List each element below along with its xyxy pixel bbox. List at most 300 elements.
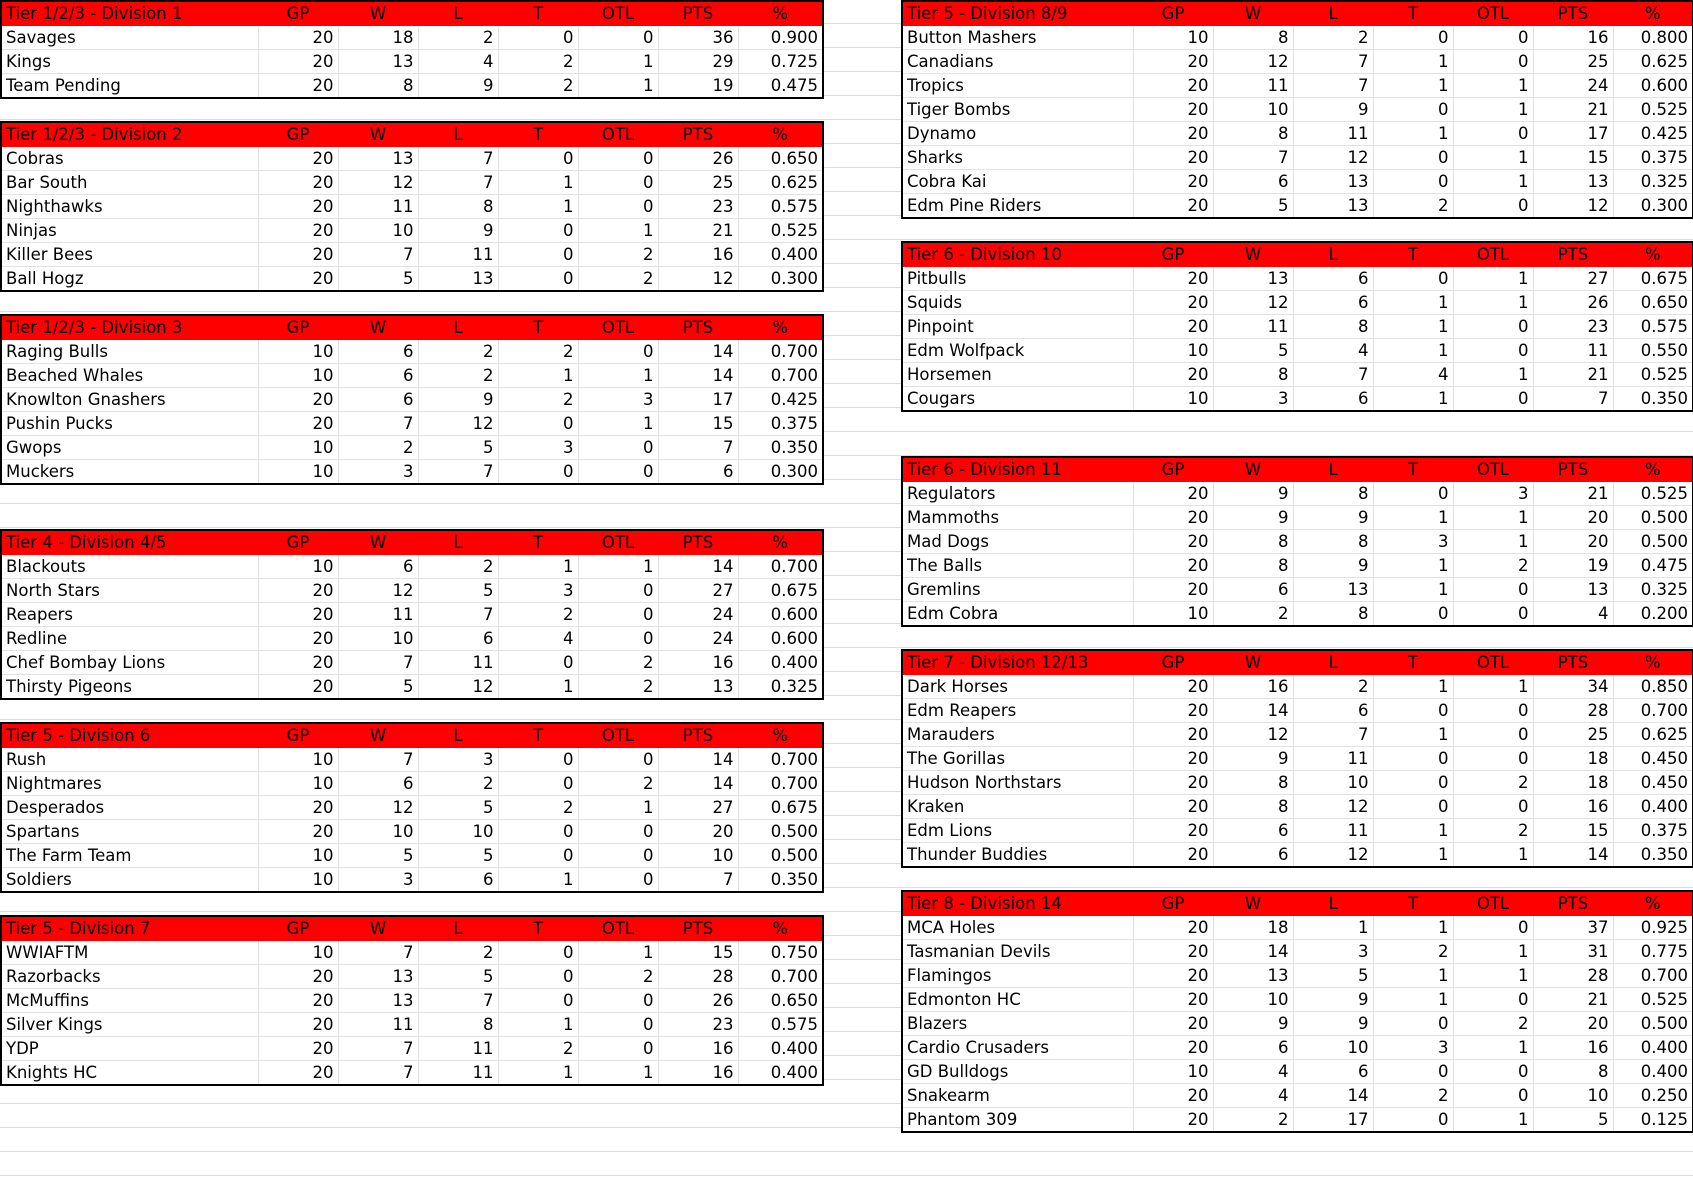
table-row bbox=[902, 530, 1693, 554]
column-header-pts: PTS bbox=[658, 1, 738, 26]
table-row bbox=[1, 989, 823, 1013]
stat-cell: 20 bbox=[258, 1013, 338, 1037]
stat-cell: 9 bbox=[1293, 506, 1373, 530]
stat-cell: 1 bbox=[578, 412, 658, 436]
stat-cell: 3 bbox=[418, 748, 498, 772]
column-header-otl: OTL bbox=[1453, 1, 1533, 26]
stat-cell: 2 bbox=[1453, 771, 1533, 795]
stat-cell: 6 bbox=[1213, 819, 1293, 843]
stat-cell: 10 bbox=[258, 340, 338, 364]
stat-cell: 13 bbox=[338, 50, 418, 74]
stat-cell: 9 bbox=[418, 219, 498, 243]
stat-cell: 9 bbox=[418, 74, 498, 99]
stat-cell: 2 bbox=[1453, 554, 1533, 578]
team-name: Edm Lions bbox=[902, 819, 1133, 843]
stat-cell: 6 bbox=[1293, 387, 1373, 412]
stat-cell: 0.500 bbox=[1613, 530, 1693, 554]
stat-cell: 14 bbox=[658, 772, 738, 796]
spacer-row bbox=[0, 700, 822, 722]
stat-cell: 6 bbox=[1213, 170, 1293, 194]
stat-cell: 7 bbox=[338, 243, 418, 267]
stat-cell: 8 bbox=[1213, 530, 1293, 554]
stat-cell: 20 bbox=[258, 820, 338, 844]
stat-cell: 20 bbox=[1133, 74, 1213, 98]
team-name: Edm Cobra bbox=[902, 602, 1133, 627]
table-row bbox=[902, 291, 1693, 315]
table-row bbox=[902, 602, 1693, 627]
stat-cell: 10 bbox=[258, 868, 338, 893]
stat-cell: 0 bbox=[1453, 50, 1533, 74]
stat-cell: 20 bbox=[258, 219, 338, 243]
stat-cell: 0.700 bbox=[738, 965, 823, 989]
stat-cell: 0.425 bbox=[738, 388, 823, 412]
stat-cell: 2 bbox=[418, 364, 498, 388]
stat-cell: 9 bbox=[1293, 554, 1373, 578]
stat-cell: 0.525 bbox=[1613, 363, 1693, 387]
stat-cell: 0.625 bbox=[738, 171, 823, 195]
stat-cell: 0.600 bbox=[738, 627, 823, 651]
stat-cell: 1 bbox=[498, 868, 578, 893]
table-row bbox=[1, 941, 823, 965]
stat-cell: 11 bbox=[1533, 339, 1613, 363]
stat-cell: 0 bbox=[578, 989, 658, 1013]
stat-cell: 20 bbox=[1133, 795, 1213, 819]
column-header-t: T bbox=[498, 530, 578, 555]
team-name: Edmonton HC bbox=[902, 988, 1133, 1012]
stat-cell: 0.600 bbox=[1613, 74, 1693, 98]
spacer-row bbox=[0, 893, 822, 915]
stat-cell: 1 bbox=[1373, 988, 1453, 1012]
stat-cell: 20 bbox=[1133, 506, 1213, 530]
stat-cell: 1 bbox=[578, 941, 658, 965]
stat-cell: 10 bbox=[1133, 26, 1213, 50]
column-header-gp: GP bbox=[258, 723, 338, 748]
team-name: Bar South bbox=[1, 171, 258, 195]
stat-cell: 10 bbox=[258, 460, 338, 485]
stat-cell: 5 bbox=[1213, 339, 1293, 363]
stat-cell: 11 bbox=[418, 651, 498, 675]
stat-cell: 2 bbox=[1453, 819, 1533, 843]
stat-cell: 11 bbox=[338, 603, 418, 627]
stat-cell: 0 bbox=[1453, 988, 1533, 1012]
stat-cell: 1 bbox=[1373, 554, 1453, 578]
stat-cell: 20 bbox=[1133, 194, 1213, 219]
stat-cell: 11 bbox=[1293, 747, 1373, 771]
stat-cell: 20 bbox=[1133, 315, 1213, 339]
stat-cell: 10 bbox=[658, 844, 738, 868]
stat-cell: 0.675 bbox=[1613, 267, 1693, 291]
stat-cell: 15 bbox=[1533, 819, 1613, 843]
stat-cell: 10 bbox=[1213, 98, 1293, 122]
spacer-row bbox=[0, 292, 822, 314]
stat-cell: 23 bbox=[658, 195, 738, 219]
stat-cell: 10 bbox=[258, 436, 338, 460]
team-name: Blazers bbox=[902, 1012, 1133, 1036]
stat-cell: 13 bbox=[1213, 964, 1293, 988]
team-name: The Farm Team bbox=[1, 844, 258, 868]
stat-cell: 0 bbox=[578, 171, 658, 195]
stat-cell: 0.700 bbox=[1613, 964, 1693, 988]
table-row bbox=[1, 603, 823, 627]
stat-cell: 13 bbox=[1533, 170, 1613, 194]
stat-cell: 2 bbox=[498, 603, 578, 627]
column-header-pts: PTS bbox=[658, 122, 738, 147]
team-name: Nighthawks bbox=[1, 195, 258, 219]
division-title: Tier 1/2/3 - Division 3 bbox=[1, 315, 258, 340]
stat-cell: 12 bbox=[418, 412, 498, 436]
stat-cell: 25 bbox=[658, 171, 738, 195]
division-header bbox=[1, 723, 823, 748]
stat-cell: 0.125 bbox=[1613, 1108, 1693, 1133]
column-header-w: W bbox=[338, 723, 418, 748]
stat-cell: 8 bbox=[1533, 1060, 1613, 1084]
stat-cell: 2 bbox=[498, 388, 578, 412]
stat-cell: 16 bbox=[658, 1037, 738, 1061]
stat-cell: 7 bbox=[1293, 74, 1373, 98]
team-name: Rush bbox=[1, 748, 258, 772]
table-row bbox=[1, 820, 823, 844]
stat-cell: 6 bbox=[418, 868, 498, 893]
stat-cell: 0.775 bbox=[1613, 940, 1693, 964]
stat-cell: 21 bbox=[1533, 482, 1613, 506]
stat-cell: 0 bbox=[1453, 699, 1533, 723]
stat-cell: 0 bbox=[1453, 795, 1533, 819]
spacer-row bbox=[901, 412, 1692, 434]
division-header bbox=[1, 916, 823, 941]
stat-cell: 0 bbox=[498, 965, 578, 989]
table-row bbox=[902, 964, 1693, 988]
stat-cell: 34 bbox=[1533, 675, 1613, 699]
stat-cell: 16 bbox=[658, 651, 738, 675]
stat-cell: 0.200 bbox=[1613, 602, 1693, 627]
team-name: Knights HC bbox=[1, 1061, 258, 1086]
team-name: Ninjas bbox=[1, 219, 258, 243]
stat-cell: 3 bbox=[1373, 530, 1453, 554]
stat-cell: 4 bbox=[1373, 363, 1453, 387]
stat-cell: 0.525 bbox=[738, 219, 823, 243]
stat-cell: 7 bbox=[658, 436, 738, 460]
table-row bbox=[902, 988, 1693, 1012]
column-header-w: W bbox=[338, 122, 418, 147]
team-name: Pushin Pucks bbox=[1, 412, 258, 436]
stat-cell: 15 bbox=[658, 412, 738, 436]
stat-cell: 13 bbox=[1533, 578, 1613, 602]
team-name: Pinpoint bbox=[902, 315, 1133, 339]
stat-cell: 20 bbox=[1533, 530, 1613, 554]
column-header-l: L bbox=[1293, 650, 1373, 675]
stat-cell: 0 bbox=[578, 627, 658, 651]
column-header-pct: % bbox=[1613, 457, 1693, 482]
stat-cell: 20 bbox=[258, 195, 338, 219]
team-name: Nightmares bbox=[1, 772, 258, 796]
table-row bbox=[902, 747, 1693, 771]
stat-cell: 0.575 bbox=[738, 1013, 823, 1037]
stat-cell: 20 bbox=[1133, 122, 1213, 146]
stat-cell: 0.400 bbox=[738, 651, 823, 675]
team-name: Razorbacks bbox=[1, 965, 258, 989]
stat-cell: 0.700 bbox=[738, 340, 823, 364]
stat-cell: 18 bbox=[1533, 771, 1613, 795]
stat-cell: 2 bbox=[1453, 1012, 1533, 1036]
stat-cell: 20 bbox=[658, 820, 738, 844]
stat-cell: 1 bbox=[1453, 170, 1533, 194]
column-header-w: W bbox=[1213, 891, 1293, 916]
column-header-pct: % bbox=[1613, 1, 1693, 26]
stat-cell: 20 bbox=[1133, 675, 1213, 699]
stat-cell: 24 bbox=[658, 603, 738, 627]
team-name: Cardio Crusaders bbox=[902, 1036, 1133, 1060]
stat-cell: 8 bbox=[1213, 554, 1293, 578]
team-name: Cobras bbox=[1, 147, 258, 171]
standings-table-tier-8-division-14 bbox=[901, 890, 1693, 1133]
stat-cell: 1 bbox=[1453, 940, 1533, 964]
stat-cell: 5 bbox=[1533, 1108, 1613, 1133]
stat-cell: 1 bbox=[1373, 819, 1453, 843]
stat-cell: 7 bbox=[1293, 50, 1373, 74]
stat-cell: 0.575 bbox=[738, 195, 823, 219]
division-header bbox=[902, 457, 1693, 482]
team-name: Gwops bbox=[1, 436, 258, 460]
stat-cell: 0.300 bbox=[738, 267, 823, 292]
stat-cell: 7 bbox=[418, 171, 498, 195]
stat-cell: 14 bbox=[1213, 699, 1293, 723]
stat-cell: 20 bbox=[258, 388, 338, 412]
division-header bbox=[902, 1, 1693, 26]
stat-cell: 0 bbox=[498, 820, 578, 844]
column-header-gp: GP bbox=[1133, 1, 1213, 26]
column-header-t: T bbox=[1373, 457, 1453, 482]
team-name: McMuffins bbox=[1, 989, 258, 1013]
column-header-otl: OTL bbox=[1453, 242, 1533, 267]
division-header bbox=[1, 315, 823, 340]
column-header-l: L bbox=[1293, 242, 1373, 267]
stat-cell: 7 bbox=[338, 1037, 418, 1061]
stat-cell: 0.450 bbox=[1613, 771, 1693, 795]
stat-cell: 7 bbox=[338, 748, 418, 772]
stat-cell: 0.350 bbox=[738, 436, 823, 460]
stat-cell: 0 bbox=[578, 1037, 658, 1061]
table-row bbox=[1, 340, 823, 364]
column-header-t: T bbox=[1373, 1, 1453, 26]
stat-cell: 5 bbox=[338, 675, 418, 700]
stat-cell: 0.850 bbox=[1613, 675, 1693, 699]
column-header-gp: GP bbox=[1133, 891, 1213, 916]
table-row bbox=[902, 387, 1693, 412]
team-name: Spartans bbox=[1, 820, 258, 844]
stat-cell: 11 bbox=[418, 1037, 498, 1061]
table-row bbox=[902, 940, 1693, 964]
stat-cell: 1 bbox=[498, 1061, 578, 1086]
stat-cell: 0.300 bbox=[1613, 194, 1693, 219]
stat-cell: 3 bbox=[498, 579, 578, 603]
stat-cell: 13 bbox=[1293, 194, 1373, 219]
table-row bbox=[1, 243, 823, 267]
team-name: Kraken bbox=[902, 795, 1133, 819]
stat-cell: 1 bbox=[578, 74, 658, 99]
stat-cell: 10 bbox=[418, 820, 498, 844]
team-name: Killer Bees bbox=[1, 243, 258, 267]
stat-cell: 20 bbox=[258, 1037, 338, 1061]
stat-cell: 20 bbox=[1133, 771, 1213, 795]
stat-cell: 0.700 bbox=[738, 772, 823, 796]
stat-cell: 5 bbox=[338, 267, 418, 292]
stat-cell: 6 bbox=[1293, 291, 1373, 315]
table-row bbox=[1, 26, 823, 50]
stat-cell: 0 bbox=[1373, 98, 1453, 122]
stat-cell: 9 bbox=[1213, 506, 1293, 530]
table-row bbox=[1, 195, 823, 219]
stat-cell: 1 bbox=[1453, 843, 1533, 868]
stat-cell: 5 bbox=[418, 579, 498, 603]
stat-cell: 0.500 bbox=[738, 844, 823, 868]
table-row bbox=[902, 675, 1693, 699]
stat-cell: 0 bbox=[1373, 699, 1453, 723]
team-name: Reapers bbox=[1, 603, 258, 627]
stat-cell: 10 bbox=[1133, 387, 1213, 412]
stat-cell: 2 bbox=[498, 796, 578, 820]
column-header-l: L bbox=[418, 122, 498, 147]
stat-cell: 0.650 bbox=[1613, 291, 1693, 315]
stat-cell: 8 bbox=[1213, 26, 1293, 50]
team-name: Team Pending bbox=[1, 74, 258, 99]
stat-cell: 16 bbox=[1533, 1036, 1613, 1060]
stat-cell: 1 bbox=[578, 1061, 658, 1086]
column-header-pct: % bbox=[738, 530, 823, 555]
stat-cell: 10 bbox=[258, 941, 338, 965]
column-header-w: W bbox=[1213, 242, 1293, 267]
stat-cell: 20 bbox=[1133, 146, 1213, 170]
column-header-otl: OTL bbox=[1453, 891, 1533, 916]
stat-cell: 10 bbox=[1133, 1060, 1213, 1084]
stat-cell: 0 bbox=[578, 844, 658, 868]
left-column bbox=[0, 0, 822, 1086]
stat-cell: 2 bbox=[1373, 194, 1453, 219]
stat-cell: 20 bbox=[258, 147, 338, 171]
stat-cell: 7 bbox=[338, 941, 418, 965]
division-title: Tier 5 - Division 7 bbox=[1, 916, 258, 941]
team-name: Mammoths bbox=[902, 506, 1133, 530]
stat-cell: 26 bbox=[658, 147, 738, 171]
stat-cell: 1 bbox=[1373, 50, 1453, 74]
stat-cell: 0 bbox=[1453, 602, 1533, 627]
stat-cell: 0 bbox=[1453, 578, 1533, 602]
team-name: North Stars bbox=[1, 579, 258, 603]
standings-table-tier-6-division-10 bbox=[901, 241, 1693, 412]
stat-cell: 2 bbox=[1213, 602, 1293, 627]
right-column bbox=[901, 0, 1692, 1133]
column-header-otl: OTL bbox=[578, 1, 658, 26]
stat-cell: 0 bbox=[1453, 194, 1533, 219]
stat-cell: 14 bbox=[1213, 940, 1293, 964]
stat-cell: 0.400 bbox=[738, 1061, 823, 1086]
column-header-gp: GP bbox=[1133, 242, 1213, 267]
stat-cell: 0 bbox=[1373, 26, 1453, 50]
stat-cell: 17 bbox=[658, 388, 738, 412]
stat-cell: 20 bbox=[1533, 1012, 1613, 1036]
stat-cell: 5 bbox=[418, 796, 498, 820]
table-row bbox=[1, 965, 823, 989]
stat-cell: 8 bbox=[1213, 122, 1293, 146]
stat-cell: 4 bbox=[1293, 339, 1373, 363]
stat-cell: 0.700 bbox=[738, 555, 823, 579]
stat-cell: 26 bbox=[658, 989, 738, 1013]
column-header-w: W bbox=[1213, 457, 1293, 482]
spacer-row bbox=[0, 485, 822, 507]
stat-cell: 4 bbox=[1213, 1084, 1293, 1108]
column-header-gp: GP bbox=[258, 530, 338, 555]
column-header-pct: % bbox=[738, 315, 823, 340]
standings-table-tier-5-division-8-9 bbox=[901, 0, 1693, 219]
stat-cell: 1 bbox=[1453, 530, 1533, 554]
stat-cell: 1 bbox=[578, 50, 658, 74]
stat-cell: 1 bbox=[498, 555, 578, 579]
stat-cell: 10 bbox=[1133, 602, 1213, 627]
stat-cell: 31 bbox=[1533, 940, 1613, 964]
column-header-pts: PTS bbox=[658, 916, 738, 941]
stat-cell: 1 bbox=[1453, 74, 1533, 98]
stat-cell: 20 bbox=[1133, 363, 1213, 387]
stat-cell: 9 bbox=[1213, 482, 1293, 506]
stat-cell: 5 bbox=[338, 844, 418, 868]
stat-cell: 9 bbox=[1213, 747, 1293, 771]
stat-cell: 11 bbox=[418, 1061, 498, 1086]
stat-cell: 1 bbox=[1453, 267, 1533, 291]
stat-cell: 2 bbox=[498, 74, 578, 99]
stat-cell: 0.350 bbox=[738, 868, 823, 893]
stat-cell: 0 bbox=[1453, 315, 1533, 339]
stat-cell: 10 bbox=[258, 772, 338, 796]
stat-cell: 0.700 bbox=[738, 364, 823, 388]
stat-cell: 11 bbox=[338, 195, 418, 219]
team-name: Pitbulls bbox=[902, 267, 1133, 291]
stat-cell: 0 bbox=[498, 26, 578, 50]
stat-cell: 0.300 bbox=[738, 460, 823, 485]
stat-cell: 12 bbox=[1293, 795, 1373, 819]
stat-cell: 15 bbox=[658, 941, 738, 965]
stat-cell: 0.525 bbox=[1613, 482, 1693, 506]
stat-cell: 0.475 bbox=[738, 74, 823, 99]
table-row bbox=[1, 651, 823, 675]
column-header-pts: PTS bbox=[1533, 891, 1613, 916]
stat-cell: 12 bbox=[1213, 291, 1293, 315]
team-name: Phantom 309 bbox=[902, 1108, 1133, 1133]
stat-cell: 14 bbox=[658, 748, 738, 772]
division-title: Tier 5 - Division 8/9 bbox=[902, 1, 1133, 26]
team-name: Tasmanian Devils bbox=[902, 940, 1133, 964]
stat-cell: 12 bbox=[418, 675, 498, 700]
column-header-l: L bbox=[1293, 891, 1373, 916]
stat-cell: 21 bbox=[1533, 363, 1613, 387]
stat-cell: 1 bbox=[1453, 1036, 1533, 1060]
stat-cell: 14 bbox=[1533, 843, 1613, 868]
stat-cell: 13 bbox=[1293, 578, 1373, 602]
stat-cell: 0 bbox=[1373, 482, 1453, 506]
stat-cell: 0 bbox=[578, 147, 658, 171]
stat-cell: 20 bbox=[1133, 940, 1213, 964]
stat-cell: 0.350 bbox=[1613, 387, 1693, 412]
stat-cell: 20 bbox=[1133, 843, 1213, 868]
table-row bbox=[902, 267, 1693, 291]
stat-cell: 5 bbox=[1293, 964, 1373, 988]
table-row bbox=[1, 579, 823, 603]
stat-cell: 6 bbox=[1293, 699, 1373, 723]
team-name: Cobra Kai bbox=[902, 170, 1133, 194]
stat-cell: 0.900 bbox=[738, 26, 823, 50]
standings-table-tier-5-division-6 bbox=[0, 722, 824, 893]
stat-cell: 12 bbox=[1213, 723, 1293, 747]
stat-cell: 1 bbox=[1373, 723, 1453, 747]
stat-cell: 27 bbox=[658, 579, 738, 603]
